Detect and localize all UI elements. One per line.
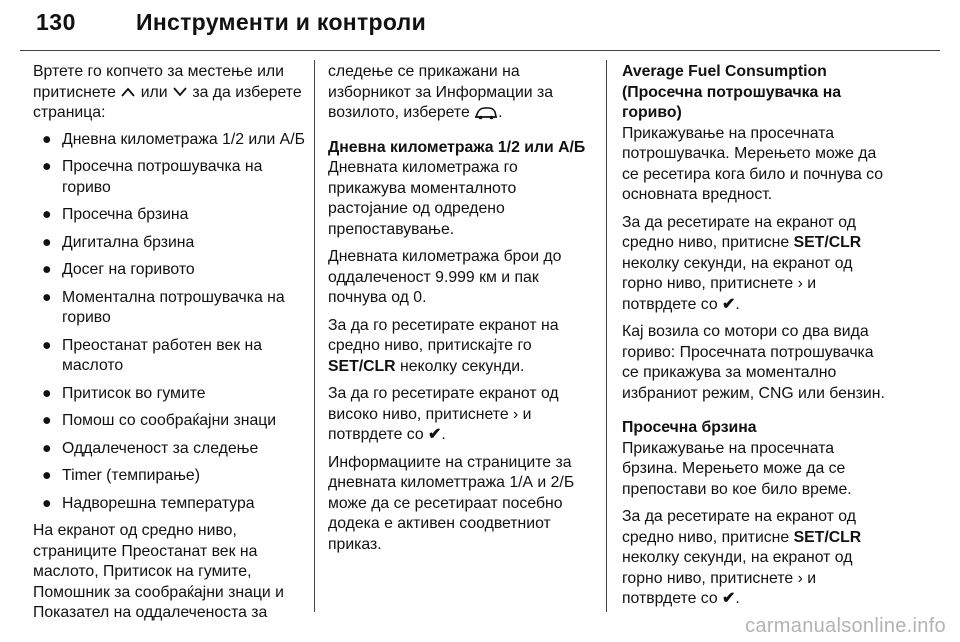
intro-paragraph: Вртете го копчето за местење или притиснете или за да изберете страница: [33, 63, 302, 121]
section-heading: Average Fuel Consumption [622, 63, 827, 80]
list-item: ● Просечна брзина [42, 206, 189, 223]
list-item: ● Моментална потрошувачка на гориво [42, 288, 285, 326]
list-item: ● Дневна километража 1/2 или А/Б [42, 130, 305, 148]
list-item: ● Оддалеченост за следење [42, 439, 259, 457]
continuation-paragraph: следење се прикажани на изборникот за Информации за возилото, изберете . [328, 63, 554, 121]
set-clr-key: SET/CLR [328, 357, 396, 375]
page-title: Инструменти и контроли [136, 9, 427, 35]
set-clr-key: SET/CLR [793, 528, 862, 546]
section-heading-subtitle: (Просечна потрошувачка на гориво) [622, 83, 842, 121]
chevron-down-icon [172, 86, 188, 98]
chevron-up-icon [120, 86, 136, 98]
list-item: ● Притисок во гумите [42, 384, 206, 402]
paragraph: За да ресетирате на екранот од средно ниво, притисне SET/CLR неколку секунди, на екранот од горно ниво, притиснете › и потврдете со ✔. [622, 508, 862, 607]
paragraph: Прикажување на просечната потрошувачка. Мерењето може да се ресетира кога било и почнува со основната вредност. [622, 124, 884, 203]
list-item: ● Преостанат работен век на маслото [42, 336, 263, 374]
list-item: ● Просечна потрошувачка на гориво [42, 158, 263, 196]
paragraph: Прикажување на просечната брзина. Мерењето може да се препостави во кое било време. [622, 439, 852, 498]
column-2 [328, 62, 598, 555]
column-divider [606, 60, 607, 612]
page-header [20, 0, 940, 51]
column-divider [314, 60, 315, 612]
paragraph: Дневната километража го прикажува моменталното растојание од одредено препоставување. [328, 159, 518, 238]
chevron-right-icon: › [797, 275, 803, 292]
paragraph: За да ресетирате на екранот од средно ниво, притисне SET/CLR неколку секунди, на екранот од горно ниво, притиснете › и потврдете со ✔. [622, 213, 862, 313]
paragraph: За да го ресетирате екранот на средно ниво, притискајте го SET/CLR неколку секунди. [328, 316, 559, 375]
list-item: ● Досег на горивото [42, 261, 195, 278]
watermark[interactable]: carmanualsonline.info [745, 615, 946, 637]
column-3 [622, 62, 890, 610]
set-clr-key: SET/CLR [793, 234, 862, 251]
list-item: ● Надворешна температура [42, 494, 255, 512]
page-number: 130 [36, 9, 76, 35]
column-1 [33, 62, 308, 624]
chevron-right-icon: › [797, 569, 803, 587]
section-heading: Просечна брзина [622, 419, 757, 436]
paragraph: За да го ресетирате екранот од високо ниво, притиснете › и потврдете со ✔. [328, 385, 559, 443]
chevron-right-icon: › [513, 405, 519, 423]
paragraph: Информациите на страниците за дневната километтража 1/А и 2/Б може да се ресетираат посебно додека е активен соодветниот приказ. [328, 453, 575, 553]
outro-paragraph: На екранот од средно ниво, страниците Преостанат век на маслото, Притисок на гумите, Помошник за сообраќајни знаци и Показател на оддалеченоста за [33, 522, 284, 621]
check-icon: ✔ [722, 295, 736, 313]
page-list [33, 130, 308, 515]
paragraph: Дневната километража брои до оддалеченост 9.999 км и пак почнува од 0. [328, 248, 562, 306]
list-item: ● Помош со сообраќајни знаци [42, 412, 277, 429]
car-icon [474, 106, 498, 120]
list-item: ● Дигитална брзина [42, 233, 195, 251]
list-item: ● Timer (темпирање) [42, 467, 200, 484]
check-icon: ✔ [722, 590, 736, 607]
paragraph: Кај возила со мотори со два вида гориво: Просечната потрошувачка се прикажува за моментално избраниот режим, CNG или бензин. [622, 323, 885, 402]
section-heading: Дневна километража 1/2 или А/Б [328, 138, 586, 156]
check-icon: ✔ [428, 426, 442, 443]
